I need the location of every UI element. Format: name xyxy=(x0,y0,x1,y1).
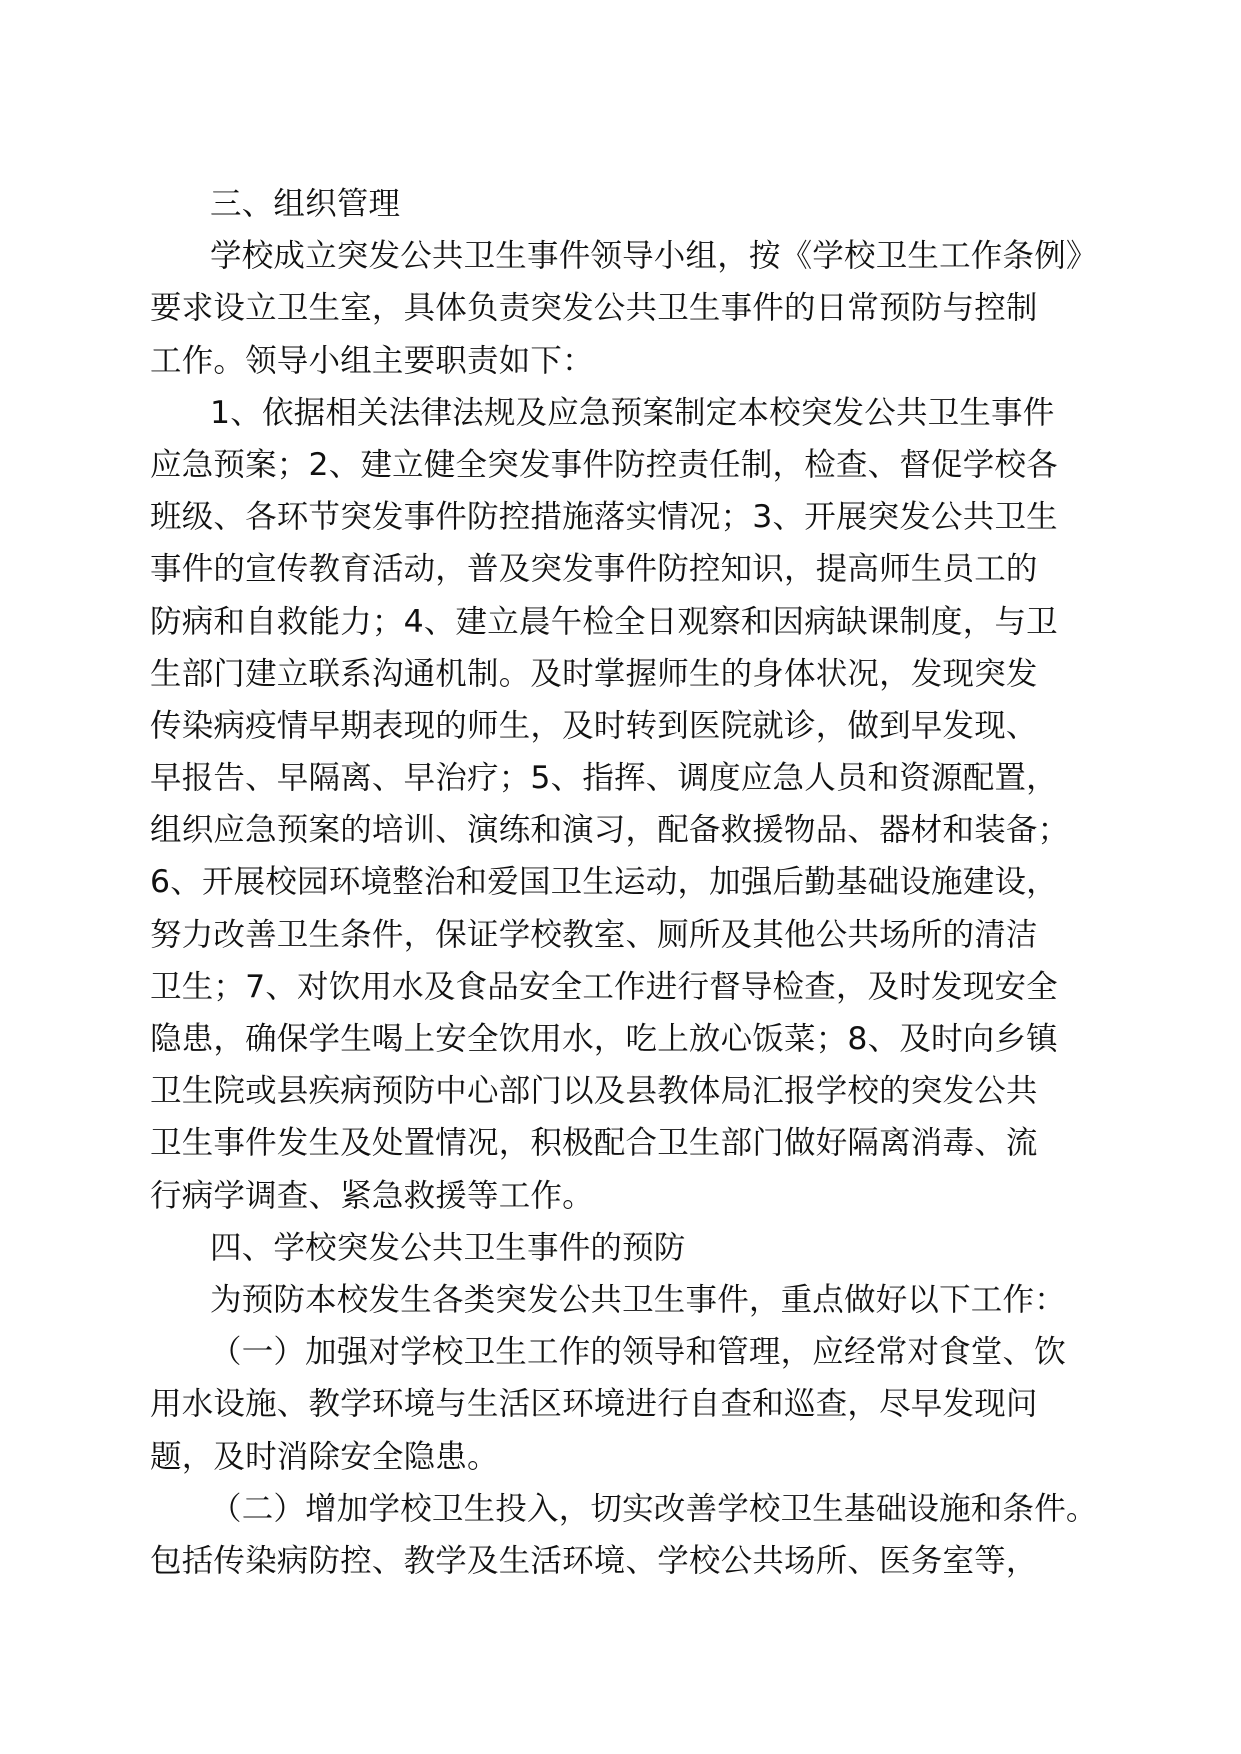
paragraph-line: 防病和自救能力；4、建立晨午检全日观察和因病缺课制度，与卫 xyxy=(150,603,1058,640)
paragraph-line: 1、依据相关法律法规及应急预案制定本校突发公共卫生事件 xyxy=(210,394,1055,431)
paragraph-line: 组织应急预案的培训、演练和演习，配备救援物品、器材和装备； xyxy=(150,812,1070,849)
paragraph-line: 要求设立卫生室，具体负责突发公共卫生事件的日常预防与控制 xyxy=(150,290,1038,327)
paragraph-line: 工作。领导小组主要职责如下： xyxy=(150,342,594,379)
paragraph-line: 隐患，确保学生喝上安全饮用水，吃上放心饭菜；8、及时向乡镇 xyxy=(150,1021,1058,1057)
paragraph-line: 努力改善卫生条件，保证学校教室、厕所及其他公共场所的清洁 xyxy=(150,916,1038,953)
paragraph-line: 用水设施、教学环境与生活区环境进行自查和巡查，尽早发现问 xyxy=(150,1386,1038,1423)
paragraph-line: 题，及时消除安全隐患。 xyxy=(150,1438,499,1475)
paragraph-line: 卫生事件发生及处置情况，积极配合卫生部门做好隔离消毒、流 xyxy=(150,1125,1038,1162)
section-heading-prevention: 四、学校突发公共卫生事件的预防 xyxy=(210,1229,686,1266)
document-body xyxy=(150,178,1100,1587)
paragraph-line: （二）增加学校卫生投入，切实改善学校卫生基础设施和条件。 xyxy=(210,1490,1098,1527)
paragraph-line: 传染病疫情早期表现的师生，及时转到医院就诊，做到早发现、 xyxy=(150,707,1038,744)
paragraph-line: 班级、各环节突发事件防控措施落实情况；3、开展突发公共卫生 xyxy=(150,499,1058,536)
paragraph-line: 卫生；7、对饮用水及食品安全工作进行督导检查，及时发现安全 xyxy=(150,968,1058,1005)
paragraph-line: （一）加强对学校卫生工作的领导和管理，应经常对食堂、饮 xyxy=(210,1334,1066,1371)
paragraph-line: 事件的宣传教育活动，普及突发事件防控知识，提高师生员工的 xyxy=(150,551,1038,588)
paragraph-line: 早报告、早隔离、早治疗；5、指挥、调度应急人员和资源配置， xyxy=(150,760,1058,797)
paragraph-line: 6、开展校园环境整治和爱国卫生运动，加强后勤基础设施建设， xyxy=(150,864,1058,901)
section-heading-organization: 三、组织管理 xyxy=(210,186,401,222)
paragraph-line: 应急预案；2、建立健全突发事件防控责任制，检查、督促学校各 xyxy=(150,446,1058,483)
paragraph-line: 卫生院或县疾病预防中心部门以及县教体局汇报学校的突发公共 xyxy=(150,1073,1038,1110)
paragraph-line: 学校成立突发公共卫生事件领导小组，按《学校卫生工作条例》 xyxy=(210,238,1098,275)
paragraph-line: 行病学调查、紧急救援等工作。 xyxy=(150,1177,594,1214)
paragraph-line: 为预防本校发生各类突发公共卫生事件，重点做好以下工作： xyxy=(210,1281,1066,1318)
paragraph-line: 生部门建立联系沟通机制。及时掌握师生的身体状况，发现突发 xyxy=(150,655,1038,692)
paragraph-line: 包括传染病防控、教学及生活环境、学校公共场所、医务室等， xyxy=(150,1542,1038,1579)
